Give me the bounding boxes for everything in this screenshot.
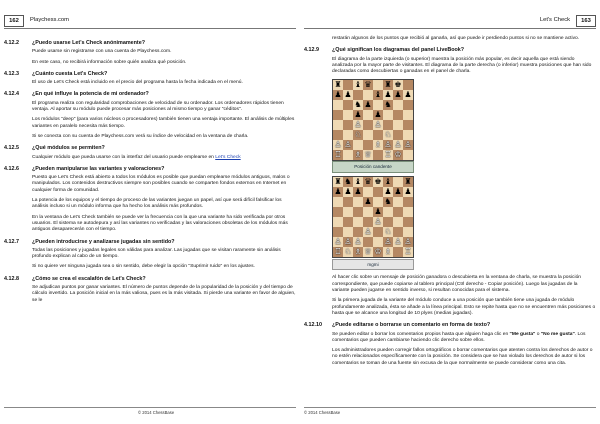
paragraph <box>32 155 296 161</box>
board-square[interactable] <box>343 237 353 247</box>
board-square[interactable] <box>403 197 413 207</box>
board-square[interactable] <box>383 110 393 120</box>
copyright: © 2014 ChessBase <box>304 410 341 415</box>
board-square[interactable] <box>353 197 363 207</box>
board-square[interactable] <box>343 110 353 120</box>
right-page-footer <box>304 407 596 415</box>
board-square[interactable] <box>333 130 343 140</box>
board-square[interactable] <box>333 247 343 257</box>
board-square[interactable] <box>363 227 373 237</box>
chess-piece-icon: ♙ <box>354 237 362 247</box>
section-4-12-8 <box>4 276 296 304</box>
board-square[interactable] <box>393 197 403 207</box>
chessboard-popular-position[interactable] <box>332 79 414 161</box>
section-continued <box>304 36 596 42</box>
chess-piece-icon: ♜ <box>384 80 392 90</box>
board-square[interactable] <box>403 130 413 140</box>
board-square[interactable] <box>363 130 373 140</box>
paragraph: Si se conecta con su cuenta de Playchess.com verá su índice de velocidad en la ventana de charla. <box>32 133 249 139</box>
board-square[interactable] <box>363 207 373 217</box>
section-heading: ¿Qué módulos se permiten? <box>32 145 105 152</box>
chess-piece-icon: ♙ <box>384 140 392 150</box>
section-heading: ¿Cómo se crea el escalafón de Let's Check? <box>32 275 146 282</box>
chess-piece-icon: ♟ <box>354 110 362 120</box>
chess-piece-icon: ♘ <box>384 227 392 237</box>
chessboard-announced-position[interactable] <box>332 176 414 258</box>
board-square[interactable] <box>363 110 373 120</box>
board-square[interactable] <box>383 207 393 217</box>
paragraph: Los módulos "deep" (para varios núcleos o procesadores) también tienen una ventaja importante. El análisis de múltiples variantes en paralelo necesita más tiempo. <box>32 117 295 129</box>
chess-piece-icon: ♟ <box>354 187 362 197</box>
board-square[interactable] <box>333 110 343 120</box>
board-square[interactable] <box>373 227 383 237</box>
board-square[interactable] <box>363 217 373 227</box>
section-heading: ¿Cuánto cuesta Let's Check? <box>32 70 108 77</box>
board-square[interactable] <box>373 247 383 257</box>
section-heading: ¿Pueden introducirse y analizarse jugadas sin sentido? <box>32 238 175 245</box>
board-square[interactable] <box>373 177 383 187</box>
board-square[interactable] <box>373 187 383 197</box>
paragraph: Si la primera jugada de la variante del módulo conduce a una posición que también tiene una jugada de módulo profundamente analizada, ésta se añade a la línea principal. Esto se repite hasta que no se encuentren más posiciones o hasta que se alcance una longitud de 10 plyes (medias jugadas). <box>332 298 596 316</box>
section-number: 4.12.3 <box>4 70 19 77</box>
lets-check-link[interactable]: Let's Check <box>215 154 241 160</box>
board-square[interactable] <box>343 187 353 197</box>
board-square[interactable] <box>383 150 393 160</box>
board-square[interactable] <box>333 120 343 130</box>
board-square[interactable] <box>363 100 373 110</box>
board-square[interactable] <box>393 120 403 130</box>
chess-piece-icon: ♙ <box>384 237 392 247</box>
board-square[interactable] <box>353 217 363 227</box>
board-square[interactable] <box>343 227 353 237</box>
board-square[interactable] <box>393 187 403 197</box>
chess-piece-icon: ♜ <box>404 177 412 187</box>
paragraph-text: o <box>536 331 540 337</box>
paragraph: El uso de Let's Check está incluido en el precio del programa hasta la fecha indicada en el menú. <box>32 80 243 86</box>
board-caption: Posición candente <box>332 161 414 173</box>
board-square[interactable] <box>353 140 363 150</box>
board-square[interactable] <box>363 150 373 160</box>
board-square[interactable] <box>333 90 343 100</box>
board-square[interactable] <box>373 197 383 207</box>
chess-piece-icon: ♘ <box>384 130 392 140</box>
board-square[interactable] <box>363 140 373 150</box>
section-4-12-10 <box>304 322 596 367</box>
board-square[interactable] <box>393 207 403 217</box>
chess-piece-icon: ♔ <box>374 247 382 257</box>
right-page <box>304 0 596 424</box>
chess-piece-icon: ♖ <box>334 247 342 257</box>
chess-piece-icon: ♟ <box>364 197 372 207</box>
chess-piece-icon: ♟ <box>344 187 352 197</box>
chess-piece-icon: ♝ <box>354 177 362 187</box>
chess-piece-icon: ♙ <box>374 217 382 227</box>
page-number: 162 <box>4 15 24 27</box>
board-square[interactable] <box>353 90 363 100</box>
section-heading: ¿Puedo usarse Let's Check anónimamente? <box>32 40 146 46</box>
chess-piece-icon: ♝ <box>384 177 392 187</box>
board-square[interactable] <box>373 140 383 150</box>
board-square[interactable] <box>403 217 413 227</box>
board-square[interactable] <box>333 177 343 187</box>
board-square[interactable] <box>383 237 393 247</box>
board-square[interactable] <box>333 237 343 247</box>
right-column <box>304 36 596 372</box>
header-title: Playchess.com <box>30 17 69 23</box>
dislike-label: "No me gusta" <box>540 331 575 337</box>
board-square[interactable] <box>343 130 353 140</box>
left-column <box>4 40 296 309</box>
section-number: 4.12.10 <box>304 322 322 329</box>
board-square[interactable] <box>373 150 383 160</box>
paragraph: La potencia de los equipos y el tiempo de proceso de las variantes juegan un papel, así que será difícil falsificar los análisis incluso si un módulo informa que ha hecho los análisis más profundos. <box>32 198 282 210</box>
board-square[interactable] <box>353 207 363 217</box>
board-square[interactable] <box>393 247 403 257</box>
chess-piece-icon: ♞ <box>354 100 362 110</box>
section-number: 4.12.5 <box>4 145 19 152</box>
paragraph: restarán algunos de los puntos que recibió al ganarla, así que puede ir perdiendo puntos si no se mantiene activo. <box>332 36 580 41</box>
chess-piece-icon: ♕ <box>364 247 372 257</box>
chess-piece-icon: ♙ <box>334 140 342 150</box>
board-square[interactable] <box>343 207 353 217</box>
board-square[interactable] <box>343 247 353 257</box>
board-square[interactable] <box>403 207 413 217</box>
chess-piece-icon: ♟ <box>334 187 342 197</box>
board-square[interactable] <box>393 237 403 247</box>
chess-piece-icon: ♘ <box>354 130 362 140</box>
chess-piece-icon: ♟ <box>384 90 392 100</box>
board-square[interactable] <box>403 237 413 247</box>
board-square[interactable] <box>353 187 363 197</box>
left-page-footer <box>4 407 296 415</box>
board-square[interactable] <box>343 80 353 90</box>
board-square[interactable] <box>353 150 363 160</box>
section-number: 4.12.7 <box>4 238 19 245</box>
board-square[interactable] <box>383 140 393 150</box>
section-heading: ¿En qué influye la potencia de mi ordenador? <box>32 91 149 98</box>
chess-piece-icon: ♟ <box>384 187 392 197</box>
board-square[interactable] <box>373 100 383 110</box>
paragraph-text: Se pueden editar o borrar los comentarios propios hasta que alguien haga clic en <box>332 331 509 337</box>
paragraph: En la ventana de Let's Check también se puede ver la frecuencia con la que una variante ha sido verificada por otros usuarios. El sistema se autodepura y así las variantes no verificadas y las valoraciones obsoletas de los módulos más antiguos desaparecerán con el tiempo. <box>32 214 288 233</box>
board-square[interactable] <box>343 177 353 187</box>
board-square[interactable] <box>383 130 393 140</box>
chess-piece-icon: ♗ <box>374 140 382 150</box>
chess-piece-icon: ♚ <box>394 80 402 90</box>
board-square[interactable] <box>403 120 413 130</box>
board-square[interactable] <box>333 150 343 160</box>
left-page <box>4 0 296 424</box>
section-4-12-9 <box>304 47 596 317</box>
chess-piece-icon: ♕ <box>364 150 372 160</box>
board-square[interactable] <box>403 187 413 197</box>
board-square[interactable] <box>383 120 393 130</box>
chess-piece-icon: ♙ <box>394 140 402 150</box>
board-square[interactable] <box>333 227 343 237</box>
board-square[interactable] <box>393 130 403 140</box>
board-square[interactable] <box>393 140 403 150</box>
board-square[interactable] <box>333 100 343 110</box>
paragraph: En este caso, no recibirá información sobre quién analiza qué posición. <box>32 59 187 65</box>
paragraph: Al hacer clic sobre un mensaje de posición ganadora o descubierta en la ventana de charla, se muestra la posición correspondiente, que puede copiarse al tablero principal (Ctrl derecho - Copiar posición). Luego las jugadas de la variante pueden jugarse en sentido inverso, si resultan conocidas para el sistema. <box>332 275 582 294</box>
board-square[interactable] <box>383 177 393 187</box>
section-heading: ¿Puede editarse o borrarse un comentario en forma de texto? <box>332 322 491 329</box>
board-square[interactable] <box>403 80 413 90</box>
board-square[interactable] <box>403 110 413 120</box>
board-square[interactable] <box>343 197 353 207</box>
board-square[interactable] <box>373 120 383 130</box>
chess-piece-icon: ♘ <box>344 247 352 257</box>
chess-piece-icon: ♟ <box>404 187 412 197</box>
chess-piece-icon: ♙ <box>404 140 412 150</box>
board-square[interactable] <box>403 100 413 110</box>
section-4-12-4 <box>4 91 296 140</box>
board-square[interactable] <box>393 217 403 227</box>
chess-piece-icon: ♛ <box>364 80 372 90</box>
section-number: 4.12.4 <box>4 91 19 98</box>
section-number: 4.12.9 <box>304 47 319 54</box>
section-number: 4.12.8 <box>4 275 19 282</box>
paragraph <box>332 332 596 345</box>
copyright: © 2014 ChessBase <box>138 410 175 415</box>
board-square[interactable] <box>353 100 363 110</box>
paragraph: Se adjudican puntos por ganar variantes. El número de puntos depende de la popularidad de la posición y del tiempo de cálculo invertido. La posición inicial en la más valiosa, pues es la más visitada. Si pierde una variante en favor de alguien, se le <box>32 285 296 303</box>
header-title: Let's Check <box>539 17 570 23</box>
board-square[interactable] <box>403 140 413 150</box>
board-square[interactable] <box>403 177 413 187</box>
board-square[interactable] <box>353 237 363 247</box>
board-square[interactable] <box>333 187 343 197</box>
board-square[interactable] <box>403 247 413 257</box>
board-square[interactable] <box>343 140 353 150</box>
board-square[interactable] <box>343 217 353 227</box>
chess-piece-icon: ♞ <box>384 197 392 207</box>
board-square[interactable] <box>403 150 413 160</box>
board-square[interactable] <box>393 227 403 237</box>
board-square[interactable] <box>363 197 373 207</box>
chess-piece-icon: ♙ <box>364 227 372 237</box>
board-square[interactable] <box>383 80 393 90</box>
chess-piece-icon: ♞ <box>384 100 392 110</box>
chess-piece-icon: ♟ <box>394 90 402 100</box>
board-square[interactable] <box>343 150 353 160</box>
chess-piece-icon: ♚ <box>374 177 382 187</box>
board-square[interactable] <box>363 187 373 197</box>
paragraph-text: . Los comentarios que pueden cambiarse haciendo clic derecho sobre ellos. <box>332 331 586 343</box>
board-square[interactable] <box>363 237 373 247</box>
paragraph: Puede usarse sin registrarse con una cuenta de Playchess.com. <box>32 49 172 55</box>
chess-piece-icon: ♙ <box>344 237 352 247</box>
chess-piece-icon: ♙ <box>354 120 362 130</box>
board-square[interactable] <box>383 100 393 110</box>
chess-piece-icon: ♟ <box>374 207 382 217</box>
board-square[interactable] <box>343 120 353 130</box>
chess-piece-icon: ♖ <box>404 247 412 257</box>
board-square[interactable] <box>383 90 393 100</box>
chess-piece-icon: ♗ <box>354 247 362 257</box>
like-label: "Me gusta" <box>509 331 536 337</box>
board-square[interactable] <box>393 177 403 187</box>
board-square[interactable] <box>393 100 403 110</box>
board-square[interactable] <box>383 217 393 227</box>
board-square[interactable] <box>353 177 363 187</box>
section-heading: ¿Qué significan los diagramas del panel LiveBook? <box>332 47 465 54</box>
board-square[interactable] <box>373 80 383 90</box>
paragraph-text: Cualquier módulo que pueda usarse con la interfaz del usuario puede emplearse en <box>32 154 214 160</box>
board-square[interactable] <box>373 130 383 140</box>
board-square[interactable] <box>343 90 353 100</box>
paragraph: Los administradores pueden corregir fallos ortográficos o borrar comentarios que atenten contra los derechos de autor o no estén relacionados específicamente con la posición. Se considera que se han violado los derechos de autor si los comentarios se toman de una fuente sin excusa de la que normalmente se puede considerar como una cita. <box>332 348 593 366</box>
section-number: 4.12.2 <box>4 40 19 46</box>
board-square[interactable] <box>383 197 393 207</box>
section-4-12-6 <box>4 166 296 234</box>
section-4-12-5 <box>4 145 296 161</box>
board-square[interactable] <box>353 110 363 120</box>
board-square[interactable] <box>353 80 363 90</box>
board-square[interactable] <box>333 217 343 227</box>
paragraph: Si no quiere ver ninguna jugada sea o sin sentido, debe elegir la opción "Suprimir ruido" en los ajustes. <box>32 264 255 270</box>
chess-piece-icon: ♖ <box>384 150 392 160</box>
board-square[interactable] <box>373 237 383 247</box>
chess-piece-icon: ♜ <box>334 177 342 187</box>
paragraph: El diagrama de la parte izquierda (o superior) muestra la posición más popular, es decir aquella que está siendo analizada por la mayor parte de visitantes. El diagrama de la parte derecha (o inferior) muestra posiciones que han sido declaradas como descubiertas o ganadas en el panel de charla. <box>332 56 592 75</box>
chess-piece-icon: ♗ <box>354 150 362 160</box>
chess-piece-icon: ♟ <box>344 90 352 100</box>
board-square[interactable] <box>383 227 393 237</box>
board-square[interactable] <box>353 227 363 237</box>
board-square[interactable] <box>363 80 373 90</box>
livebook-diagrams <box>332 79 412 270</box>
paragraph: Puesto que Let's Check está abierto a todos los módulos es posible que puedan emplearse módulos antiguos, malos o manipulados. Los contenidos destructivos siempre son posibles cuando se comparten fondos externos en Internet en cualquier forma de comunidad. <box>32 175 290 193</box>
board-square[interactable] <box>403 227 413 237</box>
chess-piece-icon: ♝ <box>374 90 382 100</box>
board-square[interactable] <box>393 110 403 120</box>
chess-piece-icon: ♖ <box>334 150 342 160</box>
chess-piece-icon: ♜ <box>334 80 342 90</box>
board-square[interactable] <box>333 197 343 207</box>
board-square[interactable] <box>373 207 383 217</box>
left-page-header <box>4 14 296 29</box>
board-square[interactable] <box>353 120 363 130</box>
section-number: 4.12.6 <box>4 165 19 172</box>
board-square[interactable] <box>333 80 343 90</box>
chess-piece-icon: ♝ <box>354 80 362 90</box>
chess-piece-icon: ♞ <box>344 177 352 187</box>
chess-piece-icon: ♟ <box>404 90 412 100</box>
board-square[interactable] <box>343 100 353 110</box>
board-square[interactable] <box>363 90 373 100</box>
paragraph: El programa realiza con regularidad comprobaciones de velocidad de su ordenador. Los ordenadores rápidos tienen ventaja. Al aportar su módulo puede procesar más posiciones al mismo tiempo y ganar "céditos". <box>32 100 284 113</box>
board-square[interactable] <box>393 80 403 90</box>
board-square[interactable] <box>393 150 403 160</box>
board-square[interactable] <box>353 247 363 257</box>
section-heading: ¿Pueden manipularse las variantes y valoraciones? <box>32 165 165 172</box>
board-caption: mgmi <box>332 259 414 270</box>
chess-piece-icon: ♙ <box>394 237 402 247</box>
chess-piece-icon: ♛ <box>364 177 372 187</box>
chess-piece-icon: ♙ <box>374 120 382 130</box>
page-number: 163 <box>576 15 596 27</box>
board-square[interactable] <box>363 247 373 257</box>
chess-piece-icon: ♟ <box>334 90 342 100</box>
chess-piece-icon: ♙ <box>334 237 342 247</box>
board-square[interactable] <box>383 247 393 257</box>
board-square[interactable] <box>383 187 393 197</box>
right-page-header <box>304 14 596 29</box>
board-square[interactable] <box>403 90 413 100</box>
chess-piece-icon: ♟ <box>364 100 372 110</box>
chess-piece-icon: ♙ <box>344 140 352 150</box>
section-4-12-7 <box>4 239 296 271</box>
board-square[interactable] <box>333 207 343 217</box>
chess-piece-icon: ♟ <box>394 187 402 197</box>
paragraph: Todas las posiciones y jugadas legales son válidas para analizar. Las jugadas que se visitan raramente sin análisis profundo explican al cabo de un tiempo. <box>32 247 281 260</box>
chess-piece-icon: ♗ <box>384 247 392 257</box>
board-square[interactable] <box>363 177 373 187</box>
section-4-12-2 <box>4 40 296 66</box>
section-4-12-3 <box>4 71 296 87</box>
board-square[interactable] <box>373 90 383 100</box>
board-square[interactable] <box>333 140 343 150</box>
board-square[interactable] <box>373 217 383 227</box>
board-square[interactable] <box>353 130 363 140</box>
chess-piece-icon: ♔ <box>394 150 402 160</box>
board-square[interactable] <box>363 120 373 130</box>
chess-piece-icon: ♟ <box>374 110 382 120</box>
chess-piece-icon: ♙ <box>404 237 412 247</box>
board-square[interactable] <box>373 110 383 120</box>
board-square[interactable] <box>393 90 403 100</box>
